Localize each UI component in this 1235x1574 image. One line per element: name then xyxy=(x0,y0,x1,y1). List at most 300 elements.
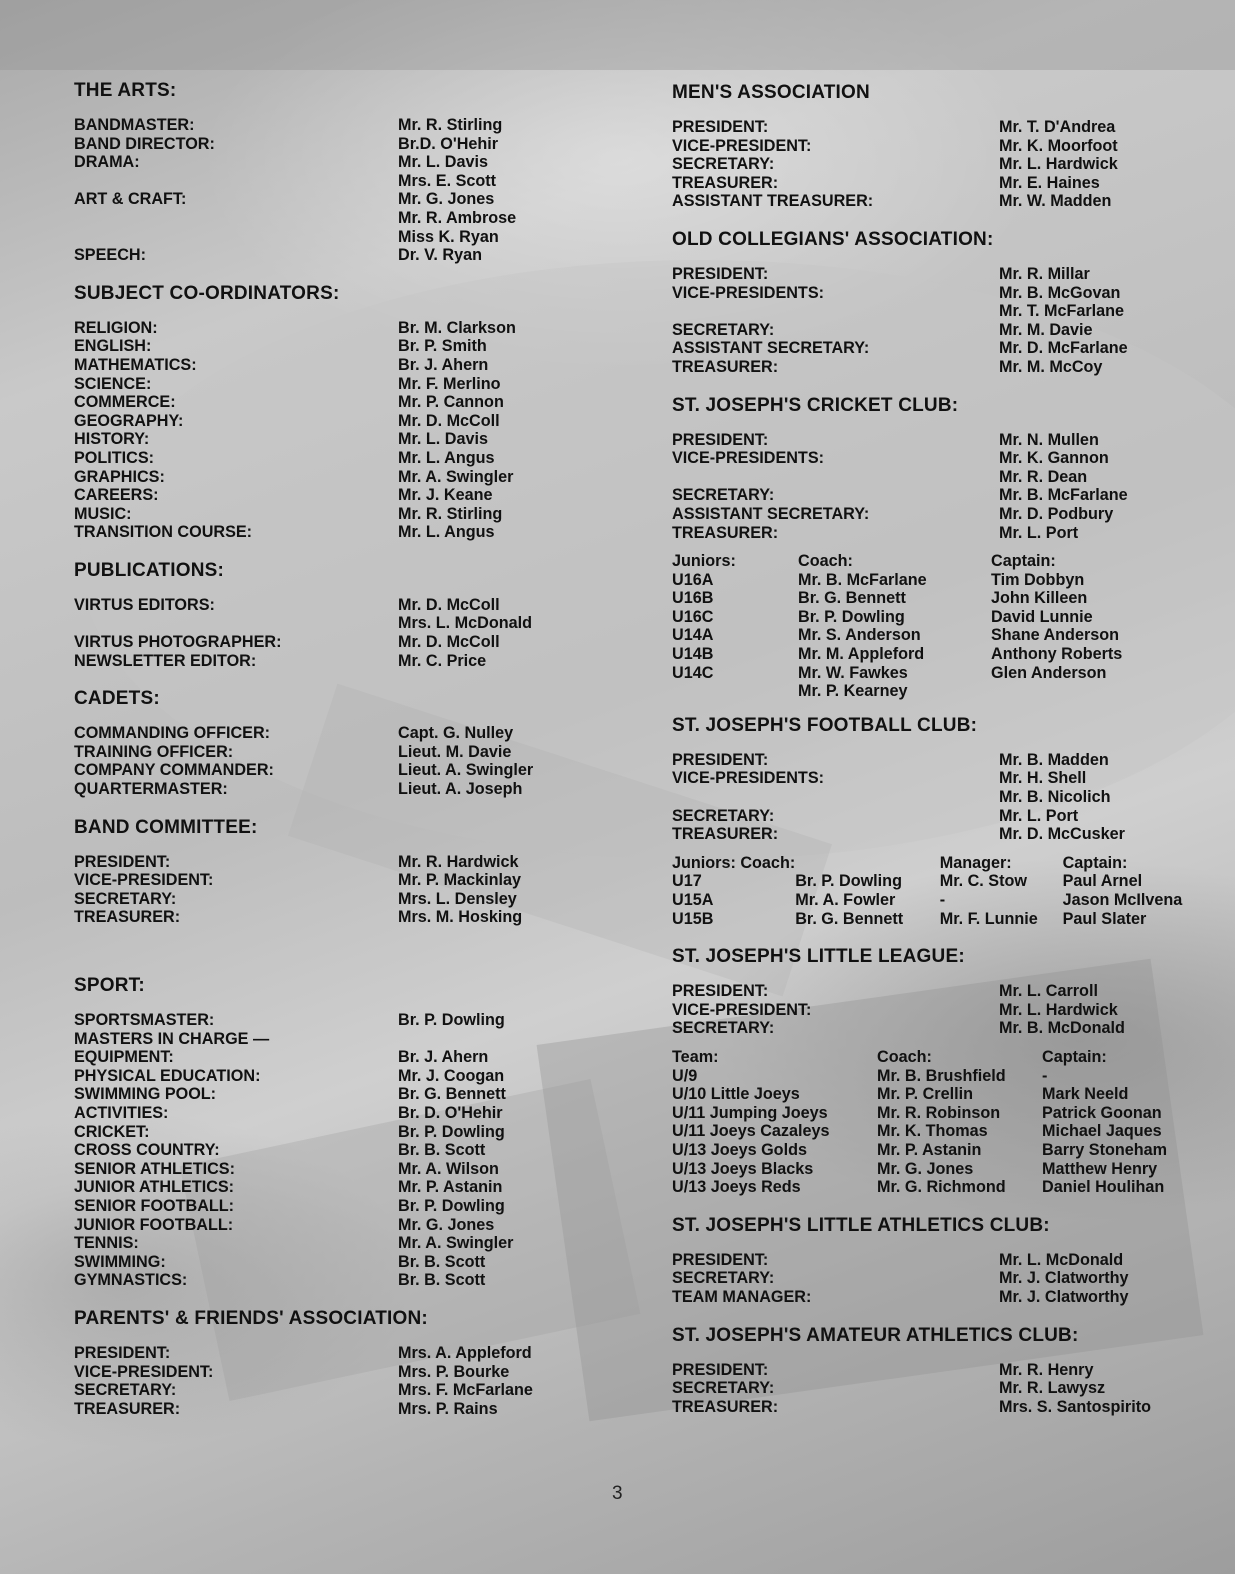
person-name: Mr. G. Jones xyxy=(398,1215,495,1234)
role-label: VIRTUS EDITORS: xyxy=(74,595,215,614)
person-name: Mrs. E. Scott xyxy=(398,171,497,190)
role-label: SWIMMING POOL: xyxy=(74,1085,217,1104)
table-cell: Anthony Roberts xyxy=(991,645,1123,664)
person-name: Mr. P. Astanin xyxy=(398,1178,503,1197)
table-row xyxy=(672,872,1202,891)
person-name: Mr. T. McFarlane xyxy=(999,302,1125,321)
table-cell: Shane Anderson xyxy=(991,626,1120,645)
person-name: Br.D. O'Hehir xyxy=(398,134,499,153)
person-name: Mr. L. Hardwick xyxy=(999,155,1118,174)
section-title: OLD COLLEGIANS' ASSOCIATION: xyxy=(672,228,994,250)
entry-row xyxy=(672,431,1202,450)
section-title: ST. JOSEPH'S LITTLE ATHLETICS CLUB: xyxy=(672,1214,1050,1236)
table-row xyxy=(672,626,1171,645)
person-name: Mr. F. Merlino xyxy=(398,374,501,393)
person-name: Br. M. Clarkson xyxy=(398,318,516,337)
person-name: Mr. G. Jones xyxy=(398,190,495,209)
role-label: ACTIVITIES: xyxy=(74,1103,169,1122)
section-sport xyxy=(74,975,594,1290)
entry-row xyxy=(74,743,594,762)
person-name: Mr. B. McGovan xyxy=(999,283,1121,302)
entry-row xyxy=(74,1400,594,1419)
houses-strip-shape xyxy=(0,0,1235,70)
role-label: CROSS COUNTRY: xyxy=(74,1141,220,1160)
role-label: BANDMASTER: xyxy=(74,116,195,134)
section-title: ST. JOSEPH'S AMATEUR ATHLETICS CLUB: xyxy=(672,1324,1079,1346)
section-publications xyxy=(74,560,594,670)
table-cell xyxy=(672,682,798,701)
role-label: VICE-PRESIDENTS: xyxy=(672,449,825,468)
table-row xyxy=(672,1160,1192,1179)
entry-row xyxy=(672,1379,1202,1398)
role-label: JUNIOR FOOTBALL: xyxy=(74,1215,234,1234)
role-label: PRESIDENT: xyxy=(74,852,171,871)
entry-row xyxy=(672,321,1202,340)
role-label: CAREERS: xyxy=(74,486,159,505)
entry-row xyxy=(74,596,594,615)
person-name: Br. J. Ahern xyxy=(398,1048,489,1067)
person-name: Mr. M. McCoy xyxy=(999,357,1103,376)
person-name: Mr. K. Gannon xyxy=(999,449,1109,468)
role-label: PHYSICAL EDUCATION: xyxy=(74,1066,261,1085)
section-parents-friends-association xyxy=(74,1308,594,1418)
table-cell: Br. G. Bennett xyxy=(795,909,904,928)
entry-row xyxy=(672,788,1202,807)
role-label: TRAINING OFFICER: xyxy=(74,742,234,761)
entry-row xyxy=(74,908,594,927)
person-name: Mr. L. Davis xyxy=(398,153,488,172)
person-name: Mr. B. Nicolich xyxy=(999,788,1111,807)
role-label: SPORTSMASTER: xyxy=(74,1011,215,1029)
role-label: ART & CRAFT: xyxy=(74,190,187,209)
table-row xyxy=(672,682,1171,701)
column-header: Manager: xyxy=(939,853,1012,872)
little-league-teams-table xyxy=(672,1048,1192,1197)
person-name: Capt. G. Nulley xyxy=(398,724,514,743)
column-header: Coach: xyxy=(877,1047,932,1066)
table-cell: Mr. W. Fawkes xyxy=(798,663,908,682)
entry-row xyxy=(74,430,594,449)
person-name: Mrs. A. Appleford xyxy=(398,1343,532,1362)
table-cell: Daniel Houlihan xyxy=(1042,1178,1165,1197)
person-name: Mrs. P. Bourke xyxy=(398,1362,510,1381)
role-label: VICE-PRESIDENT: xyxy=(74,871,214,890)
person-name: Mr. D. McColl xyxy=(398,633,500,652)
role-label: PRESIDENT: xyxy=(672,1250,769,1269)
person-name: Br. G. Bennett xyxy=(398,1085,506,1104)
role-label: PRESIDENT: xyxy=(672,1360,769,1379)
person-name: Br. B. Scott xyxy=(398,1252,486,1271)
table-cell: U/11 Joeys Cazaleys xyxy=(672,1122,830,1141)
section-cricket-club xyxy=(672,395,1202,543)
role-label: SENIOR FOOTBALL: xyxy=(74,1196,235,1215)
role-label: CRICKET: xyxy=(74,1122,150,1141)
entry-row xyxy=(672,982,1202,1001)
role-label: ENGLISH: xyxy=(74,337,152,356)
entry-row xyxy=(74,1085,594,1104)
entry-row xyxy=(74,228,594,247)
table-cell: Mr. P. Kearney xyxy=(798,682,908,701)
entry-row xyxy=(74,1197,594,1216)
person-name: Mr. A. Wilson xyxy=(398,1159,499,1178)
section-band-committee xyxy=(74,817,594,927)
role-label: PRESIDENT: xyxy=(74,1343,171,1362)
right-column xyxy=(672,82,1202,1434)
role-label: TREASURER: xyxy=(672,523,779,542)
table-cell xyxy=(991,682,1171,701)
role-label: COMPANY COMMANDER: xyxy=(74,761,274,780)
person-name: Mr. R. Millar xyxy=(999,264,1090,283)
table-cell: U16C xyxy=(672,607,714,626)
person-name: Mr. J. Clatworthy xyxy=(999,1287,1129,1306)
table-cell: Mr. F. Lunnie xyxy=(939,909,1038,928)
table-cell: - xyxy=(939,891,946,909)
entry-row xyxy=(74,523,594,542)
table-header-row xyxy=(672,1048,1192,1067)
table-row xyxy=(672,891,1202,910)
role-label: GYMNASTICS: xyxy=(74,1271,188,1290)
table-cell: Mr. B. Brushfield xyxy=(877,1066,1006,1085)
entry-row xyxy=(672,486,1202,505)
role-label xyxy=(74,172,398,191)
entry-row xyxy=(74,246,594,265)
entry-row xyxy=(672,174,1202,193)
role-label: JUNIOR ATHLETICS: xyxy=(74,1178,235,1197)
table-cell: Mark Neeld xyxy=(1042,1085,1129,1104)
role-label: SCIENCE: xyxy=(74,374,152,393)
role-label: GEOGRAPHY: xyxy=(74,411,184,430)
entry-row xyxy=(74,1011,594,1030)
role-label: SECRETARY: xyxy=(672,1269,775,1288)
table-cell: Glen Anderson xyxy=(991,663,1107,682)
role-label: TRANSITION COURSE: xyxy=(74,523,253,542)
entry-row xyxy=(74,1123,594,1142)
table-cell: U/13 Joeys Golds xyxy=(672,1140,807,1159)
entry-row xyxy=(672,1251,1202,1270)
person-name: Mrs. P. Rains xyxy=(398,1399,498,1418)
person-name: Mr. R. Stirling xyxy=(398,116,503,134)
table-cell: Mr. G. Jones xyxy=(877,1159,974,1178)
table-cell: Br. G. Bennett xyxy=(798,589,906,608)
table-cell: Michael Jaques xyxy=(1042,1122,1162,1141)
entry-row xyxy=(672,137,1202,156)
person-name: Mr. R. Hardwick xyxy=(398,852,519,871)
table-cell: U16B xyxy=(672,589,714,608)
table-cell: U15A xyxy=(672,891,714,909)
table-row xyxy=(672,571,1171,590)
table-header-row xyxy=(672,552,1171,571)
table-cell: U14A xyxy=(672,626,714,645)
entry-row xyxy=(672,468,1202,487)
person-name: Mr. L. Hardwick xyxy=(999,1000,1118,1019)
table-row xyxy=(672,1141,1192,1160)
table-row xyxy=(672,645,1171,664)
person-name: Br. P. Smith xyxy=(398,337,487,356)
entry-row xyxy=(74,761,594,780)
role-label: MASTERS IN CHARGE — xyxy=(74,1029,270,1048)
table-cell: Mr. R. Robinson xyxy=(877,1103,1001,1122)
person-name: Mrs. L. Densley xyxy=(398,889,517,908)
role-label: MUSIC: xyxy=(74,504,132,523)
role-label: TREASURER: xyxy=(672,1397,779,1416)
table-cell: Paul Slater xyxy=(1062,909,1147,928)
entry-row xyxy=(672,339,1202,358)
entry-row xyxy=(74,412,594,431)
entry-row xyxy=(672,751,1202,770)
person-name: Mr. D. McCusker xyxy=(999,825,1125,844)
person-name: Mr. D. McColl xyxy=(398,595,500,614)
entry-row xyxy=(672,524,1202,543)
person-name: Mr. L. Davis xyxy=(398,430,488,449)
column-header xyxy=(795,854,940,873)
role-label: VICE-PRESIDENT: xyxy=(74,1362,214,1381)
person-name: Mr. J. Clatworthy xyxy=(999,1269,1129,1288)
role-label: PRESIDENT: xyxy=(672,982,769,1001)
table-row xyxy=(672,664,1171,683)
table-cell: Paul Arnel xyxy=(1062,872,1143,891)
table-cell: U/11 Jumping Joeys xyxy=(672,1103,828,1122)
person-name: Lieut. A. Swingler xyxy=(398,761,534,780)
person-name: Lieut. A. Joseph xyxy=(398,780,523,799)
role-label: SWIMMING: xyxy=(74,1252,166,1271)
person-name: Mr. L. Angus xyxy=(398,523,495,542)
entry-row xyxy=(74,1271,594,1290)
entry-row xyxy=(672,807,1202,826)
person-name: Miss K. Ryan xyxy=(398,227,499,246)
person-name: Mrs. F. McFarlane xyxy=(398,1381,533,1400)
role-label: POLITICS: xyxy=(74,448,155,467)
table-cell: Mr. P. Crellin xyxy=(877,1085,973,1104)
person-name: Mr. J. Keane xyxy=(398,486,493,505)
table-cell: Mr. P. Astanin xyxy=(877,1140,982,1159)
table-cell: Mr. S. Anderson xyxy=(798,626,921,645)
role-label: ASSISTANT SECRETARY: xyxy=(672,504,870,523)
table-row xyxy=(672,1178,1192,1197)
cricket-juniors-table xyxy=(672,552,1171,701)
entry-row xyxy=(672,1019,1202,1038)
table-cell: Barry Stoneham xyxy=(1042,1140,1168,1159)
section-the-arts xyxy=(74,80,594,265)
entry-row xyxy=(672,1361,1202,1380)
entry-row xyxy=(672,118,1202,137)
section-title: MEN'S ASSOCIATION xyxy=(672,82,870,103)
role-label: QUARTERMASTER: xyxy=(74,780,228,799)
role-label: BAND DIRECTOR: xyxy=(74,134,215,153)
entry-row xyxy=(74,449,594,468)
table-cell: U14B xyxy=(672,645,714,664)
entry-row xyxy=(74,780,594,799)
entry-row xyxy=(74,1141,594,1160)
table-cell: U16A xyxy=(672,570,714,589)
entry-row xyxy=(74,633,594,652)
table-cell: U/10 Little Joeys xyxy=(672,1085,800,1104)
table-cell: Mr. C. Stow xyxy=(939,872,1027,891)
table-row xyxy=(672,910,1202,929)
table-row xyxy=(672,1104,1192,1123)
role-label: PRESIDENT: xyxy=(672,750,769,769)
entry-row xyxy=(74,468,594,487)
entry-row xyxy=(74,890,594,909)
entry-row xyxy=(74,337,594,356)
entry-row xyxy=(74,1067,594,1086)
left-column xyxy=(74,80,594,1436)
role-label: VICE-PRESIDENT: xyxy=(672,1000,812,1019)
football-juniors-table xyxy=(672,854,1202,928)
person-name: Mr. L. Carroll xyxy=(999,982,1098,1001)
section-mens-association xyxy=(672,82,1202,211)
role-label xyxy=(672,468,999,487)
role-label: SECRETARY: xyxy=(672,155,775,174)
section-title: THE ARTS: xyxy=(74,80,177,101)
section-little-league xyxy=(672,946,1202,1038)
person-name: Dr. V. Ryan xyxy=(398,246,482,265)
role-label xyxy=(74,209,398,228)
person-name: Mr. B. McFarlane xyxy=(999,486,1128,505)
role-label: SECRETARY: xyxy=(672,1379,775,1398)
person-name: Mr. D. McColl xyxy=(398,411,500,430)
role-label: SECRETARY: xyxy=(672,486,775,505)
role-label xyxy=(672,788,999,807)
role-label: ASSISTANT SECRETARY: xyxy=(672,339,870,358)
person-name: Mr. H. Shell xyxy=(999,769,1087,788)
role-label: ASSISTANT TREASURER: xyxy=(672,192,874,211)
role-label: HISTORY: xyxy=(74,430,150,449)
section-little-athletics-club xyxy=(672,1215,1202,1307)
role-label: SECRETARY: xyxy=(74,889,177,908)
person-name: Mr. R. Dean xyxy=(999,467,1088,486)
role-label: TREASURER: xyxy=(74,1399,181,1418)
entry-row xyxy=(74,1160,594,1179)
role-label: TENNIS: xyxy=(74,1234,139,1253)
person-name: Br. P. Dowling xyxy=(398,1196,505,1215)
table-cell: Mr. A. Fowler xyxy=(795,891,896,909)
table-cell: Br. P. Dowling xyxy=(795,872,902,891)
table-cell: U15B xyxy=(672,909,714,928)
role-label: SECRETARY: xyxy=(672,1019,775,1038)
person-name: Mr. D. McFarlane xyxy=(999,339,1128,358)
section-cadets xyxy=(74,688,594,798)
table-cell: U17 xyxy=(672,872,702,891)
entry-row xyxy=(672,449,1202,468)
column-header: Captain: xyxy=(1062,853,1128,872)
entry-row xyxy=(672,1288,1202,1307)
section-subject-coordinators xyxy=(74,283,594,542)
entry-row xyxy=(74,724,594,743)
entry-row xyxy=(672,825,1202,844)
entry-row xyxy=(672,1001,1202,1020)
entry-row xyxy=(74,1363,594,1382)
role-label: SPEECH: xyxy=(74,246,146,265)
entry-row xyxy=(74,1104,594,1123)
section-title: BAND COMMITTEE: xyxy=(74,816,258,838)
table-cell: Patrick Goonan xyxy=(1042,1103,1162,1122)
person-name: Mr. R. Stirling xyxy=(398,504,503,523)
role-label: PRESIDENT: xyxy=(672,118,769,136)
role-label: TEAM MANAGER: xyxy=(672,1287,812,1306)
person-name: Mr. L. Port xyxy=(999,806,1079,825)
person-name: Mr. K. Moorfoot xyxy=(999,136,1118,155)
entry-row xyxy=(74,116,594,135)
role-label: VICE-PRESIDENTS: xyxy=(672,769,825,788)
person-name: Mr. L. Port xyxy=(999,523,1079,542)
table-cell: Mr. B. McFarlane xyxy=(798,570,927,589)
person-name: Br. P. Dowling xyxy=(398,1011,505,1029)
table-cell: U14C xyxy=(672,663,714,682)
role-label: VICE-PRESIDENTS: xyxy=(672,283,825,302)
entry-row xyxy=(74,1253,594,1272)
role-label: VIRTUS PHOTOGRAPHER: xyxy=(74,633,282,652)
role-label xyxy=(672,302,999,321)
section-old-collegians-association xyxy=(672,229,1202,377)
person-name: Br. P. Dowling xyxy=(398,1122,505,1141)
person-name: Br. D. O'Hehir xyxy=(398,1103,503,1122)
person-name: Mr. R. Ambrose xyxy=(398,208,517,227)
person-name: Br. B. Scott xyxy=(398,1271,486,1290)
entry-row xyxy=(672,302,1202,321)
entry-row xyxy=(74,505,594,524)
entry-row xyxy=(672,192,1202,211)
column-header: Captain: xyxy=(991,552,1056,571)
section-football-club xyxy=(672,715,1202,844)
table-cell: Br. P. Dowling xyxy=(798,607,905,626)
role-label xyxy=(74,614,398,633)
person-name: Mr. R. Henry xyxy=(999,1360,1094,1379)
section-title: SPORT: xyxy=(74,975,145,996)
section-amateur-athletics-club xyxy=(672,1325,1202,1417)
person-name: Mr. T. D'Andrea xyxy=(999,118,1116,136)
entry-row xyxy=(74,871,594,890)
person-name: Mr. N. Mullen xyxy=(999,430,1099,449)
role-label: EQUIPMENT: xyxy=(74,1048,174,1067)
section-title: SUBJECT CO-ORDINATORS: xyxy=(74,282,340,304)
entry-row xyxy=(74,614,594,633)
table-row xyxy=(672,1067,1192,1086)
person-name: Lieut. M. Davie xyxy=(398,742,512,761)
person-name: Mr. B. McDonald xyxy=(999,1019,1125,1038)
role-label: PRESIDENT: xyxy=(672,430,769,449)
person-name: Mr. M. Davie xyxy=(999,320,1093,339)
person-name: Mrs. S. Santospirito xyxy=(999,1397,1152,1416)
entry-row xyxy=(74,652,594,671)
section-title: ST. JOSEPH'S FOOTBALL CLUB: xyxy=(672,714,978,736)
entry-row xyxy=(74,1216,594,1235)
page-number: 3 xyxy=(612,1483,623,1504)
entry-row xyxy=(74,375,594,394)
role-label: MATHEMATICS: xyxy=(74,355,197,374)
table-cell: Mr. K. Thomas xyxy=(877,1122,988,1141)
table-cell: U/13 Joeys Reds xyxy=(672,1178,801,1197)
table-cell: Jason McIlvena xyxy=(1062,891,1183,909)
person-name: Mr. P. Cannon xyxy=(398,393,504,412)
section-title: ST. JOSEPH'S CRICKET CLUB: xyxy=(672,394,959,416)
section-title: PUBLICATIONS: xyxy=(74,559,225,581)
role-label: TREASURER: xyxy=(672,825,779,844)
person-name: Mr. L. McDonald xyxy=(999,1250,1124,1269)
column-header: Coach: xyxy=(798,552,853,571)
person-name: Br. J. Ahern xyxy=(398,355,489,374)
entry-row xyxy=(672,769,1202,788)
person-name: Mr. L. Angus xyxy=(398,448,495,467)
table-cell: David Lunnie xyxy=(991,607,1093,626)
entry-row xyxy=(74,486,594,505)
person-name: Mr. J. Coogan xyxy=(398,1066,505,1085)
entry-row xyxy=(74,1344,594,1363)
entry-row xyxy=(672,1269,1202,1288)
person-name: Mr. C. Price xyxy=(398,651,487,670)
entry-row xyxy=(672,1398,1202,1417)
section-title: CADETS: xyxy=(74,688,160,710)
entry-row xyxy=(74,1381,594,1400)
